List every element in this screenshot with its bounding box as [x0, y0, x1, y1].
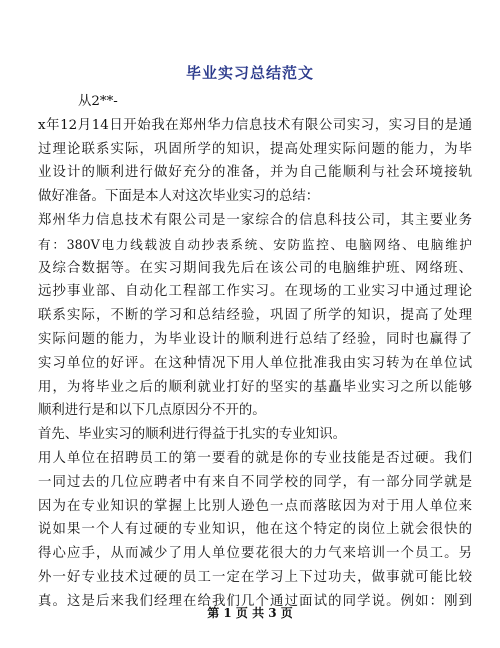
body-line-15: 首先、毕业实习的顺利进行得益于扎实的专业知识。 [38, 427, 346, 443]
body-line-21: 外一好专业技术过硬的员工一定在学习上下过功夫，做事就可能比较 [38, 569, 472, 585]
document-title: 毕业实习总结范文 [185, 64, 314, 82]
body-line-16: 用人单位在招聘员工的第一要看的就是你的专业技能是否过硬。我们 [38, 450, 472, 466]
body-line-10: 联系实际，不断的学习和总结经验，巩固了所学的知识，提高了处理 [38, 308, 472, 324]
body-line-17: 一同过去的几位应聘者中有来自不同学校的同学，有一部分同学就是 [38, 474, 472, 490]
body-line-7: 有：380V电力线载波自动抄表系统、安防监控、电脑网络、电脑维护 [38, 236, 472, 252]
body-line-14: 顺利进行是和以下几点原因分不开的。 [38, 403, 266, 419]
body-line-4: 业设计的顺利进行做好充分的准备，并为自己能顺利与社会环境接轨 [38, 165, 472, 181]
page-number-footer: 第 1 页 共 3 页 [207, 606, 293, 620]
body-line-22: 真。这是后来我们经理在给我们几个通过面试的同学说。例如：刚到 [38, 593, 472, 609]
body-line-11: 实际问题的能力，为毕业设计的顺利进行总结了经验，同时也赢得了 [38, 331, 472, 347]
body-line-5: 做好准备。下面是本人对这次毕业实习的总结： [38, 189, 320, 205]
body-line-19: 说如果一个人有过硬的专业知识，他在这个特定的岗位上就会很快的 [38, 522, 472, 538]
body-line-13: 用，为将毕业之后的顺利就业打好的坚实的基矗毕业实习之所以能够 [38, 379, 472, 395]
body-line-20: 得心应手，从而减少了用人单位要花很大的力气来培训一个员工。另 [38, 546, 472, 562]
document-body [38, 90, 472, 614]
body-line-2: x年12月14日开始我在郑州华力信息技术有限公司实习，实习目的是通 [38, 117, 472, 133]
body-line-12: 实习单位的好评。在这种情况下用人单位批准我由实习转为在单位试 [38, 355, 472, 371]
body-line-8: 及综合数据等。在实习期间我先后在该公司的电脑维护班、网络班、 [38, 260, 472, 276]
body-line-3: 过理论联系实际，巩固所学的知识，提高处理实际问题的能力，为毕 [38, 141, 472, 157]
body-line-18: 因为在专业知识的掌握上比别人逊色一点而落眩因为对于用人单位来 [38, 498, 472, 514]
body-line-6: 郑州华力信息技术有限公司是一家综合的信息科技公司，其主要业务 [38, 212, 472, 228]
body-line-1: 从2**- [78, 94, 118, 109]
body-line-9: 远抄事业部、自动化工程部工作实习。在现场的工业实习中通过理论 [38, 284, 472, 300]
